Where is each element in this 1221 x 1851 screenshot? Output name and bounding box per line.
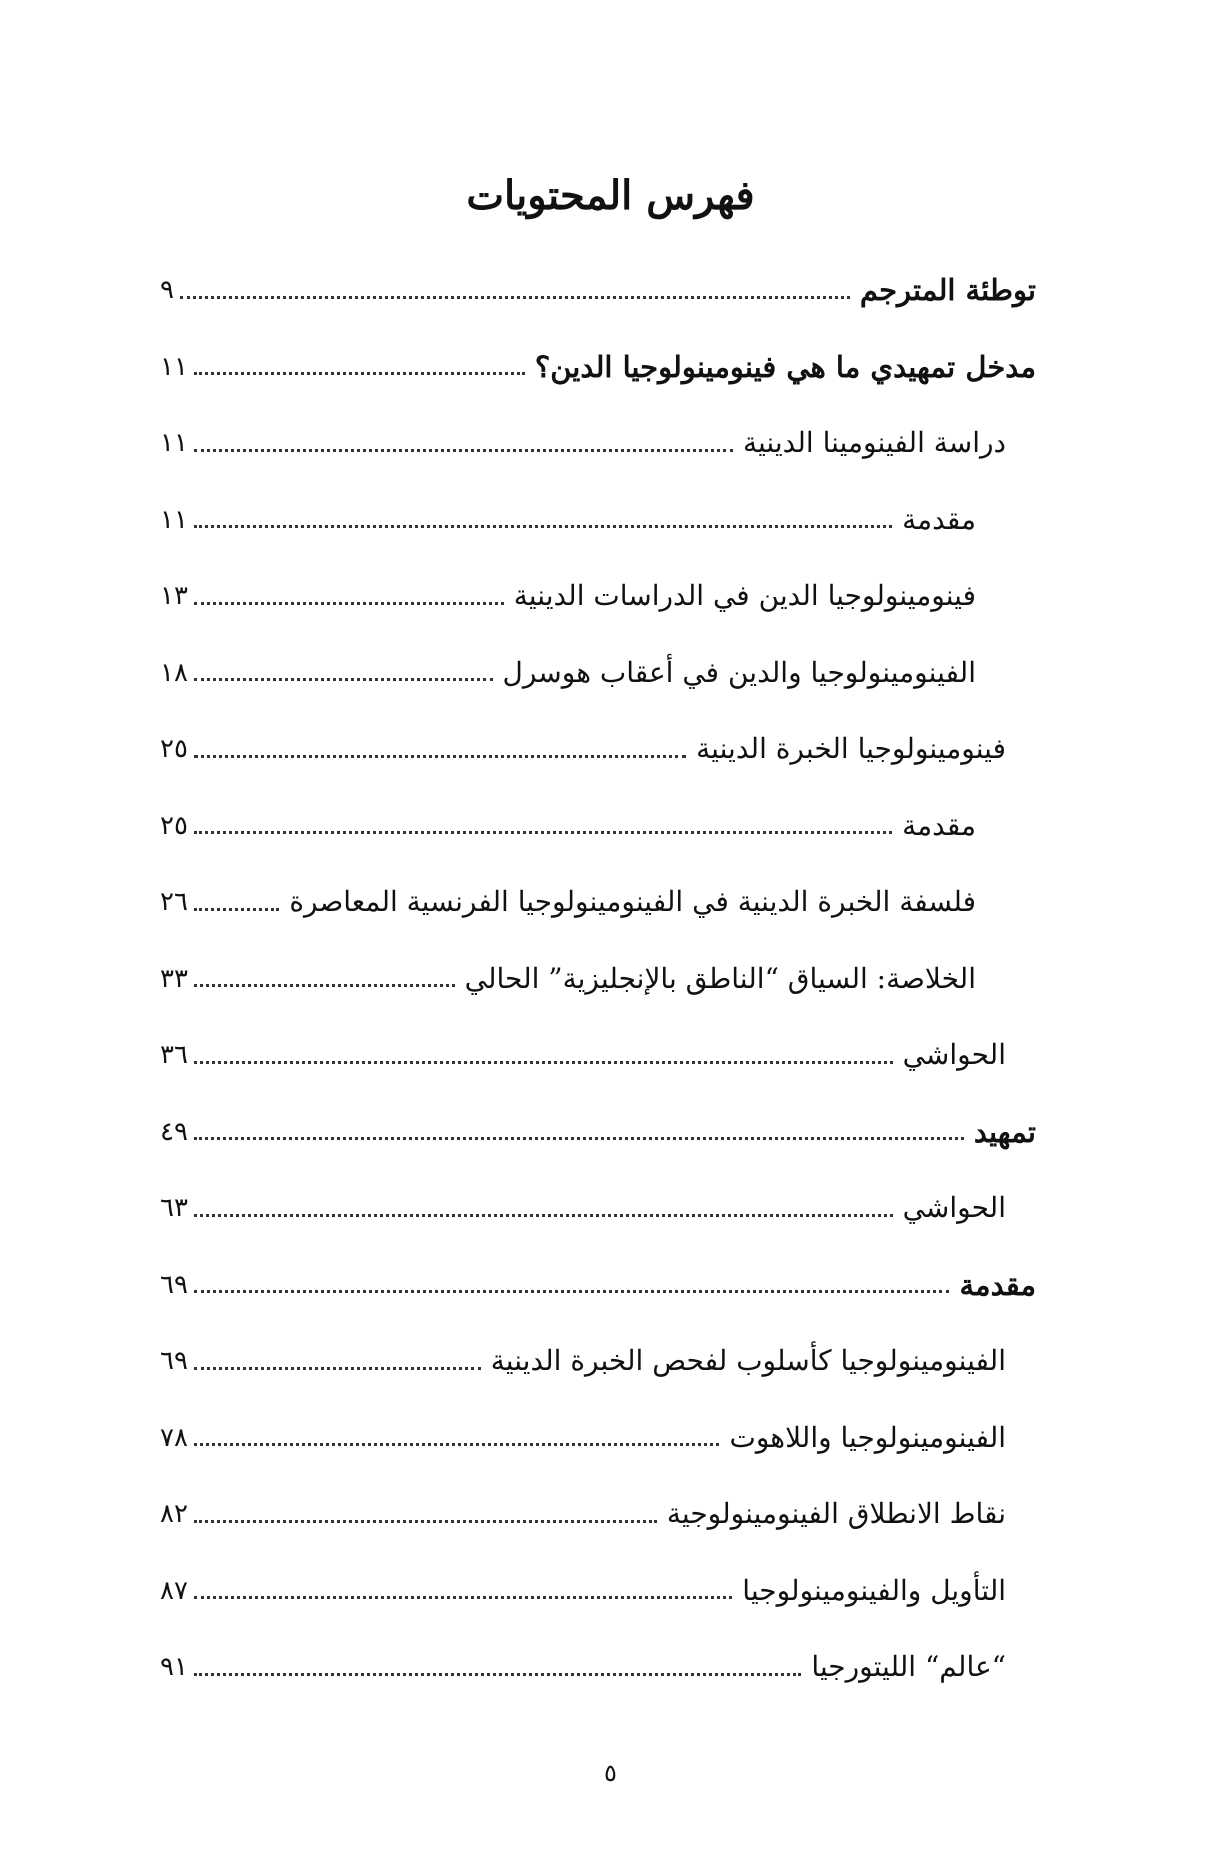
page-number: ٥ xyxy=(604,1759,617,1787)
toc-entry xyxy=(160,1017,1036,1094)
dot-leader xyxy=(194,755,686,758)
dot-leader xyxy=(194,908,279,911)
toc-entry-page: ٣٦ xyxy=(160,1040,188,1071)
dot-leader xyxy=(194,984,455,987)
toc-entry xyxy=(160,558,1036,635)
dot-leader xyxy=(194,831,892,834)
toc-entry xyxy=(160,1170,1036,1247)
toc-entry-page: ٤٩ xyxy=(160,1116,188,1147)
toc-entry-label: الحواشي xyxy=(902,1038,1006,1072)
toc-entry-page: ٦٣ xyxy=(160,1193,188,1224)
dot-leader xyxy=(194,372,525,375)
toc-entry-label: “عالم“ الليتورجيا xyxy=(811,1650,1006,1684)
toc-entry-label: التأويل والفينومينولوجيا xyxy=(742,1573,1006,1607)
toc-entry-page: ٢٥ xyxy=(160,734,188,765)
page-title: فهرس المحتويات xyxy=(466,172,755,219)
toc-entry-label: الحواشي xyxy=(902,1191,1006,1225)
toc-entry xyxy=(160,1476,1036,1553)
toc-entry-label: الفينومينولوجيا واللاهوت xyxy=(729,1420,1006,1454)
dot-leader xyxy=(194,1290,950,1293)
toc-entry-page: ٨٢ xyxy=(160,1499,188,1530)
toc-entry xyxy=(160,405,1036,482)
toc-entry-page: ٧٨ xyxy=(160,1422,188,1453)
toc-entry xyxy=(160,1400,1036,1477)
toc-entry xyxy=(160,711,1036,788)
toc-entry-label: الخلاصة: السياق “الناطق بالإنجليزية” الحالي xyxy=(464,961,976,995)
dot-leader xyxy=(180,296,850,299)
toc-entry-page: ١٣ xyxy=(160,581,188,612)
toc-entry xyxy=(160,1553,1036,1630)
dot-leader xyxy=(194,1596,732,1599)
toc-entry-page: ١١ xyxy=(160,428,188,459)
dot-leader xyxy=(194,449,733,452)
toc-entry xyxy=(160,941,1036,1018)
toc-entry-label: دراسة الفينومينا الدينية xyxy=(742,426,1006,460)
toc-entry xyxy=(160,788,1036,865)
dot-leader xyxy=(194,1214,893,1217)
toc-entry xyxy=(160,252,1036,329)
dot-leader xyxy=(194,1673,801,1676)
toc-entry-label: مدخل تمهيدي ما هي فينومينولوجيا الدين؟ xyxy=(534,349,1036,384)
toc-entry-page: ٦٩ xyxy=(160,1346,188,1377)
toc-entry-label: تمهيد xyxy=(973,1114,1036,1149)
toc-entry-page: ٦٩ xyxy=(160,1269,188,1300)
toc-entry-page: ٢٦ xyxy=(160,887,188,918)
toc-entry xyxy=(160,329,1036,406)
toc-entry xyxy=(160,1629,1036,1706)
toc-entry-label: الفينومينولوجيا كأسلوب لفحص الخبرة الدينية xyxy=(490,1344,1006,1378)
dot-leader xyxy=(194,678,493,681)
dot-leader xyxy=(194,525,892,528)
dot-leader xyxy=(194,1367,481,1370)
toc-entry-page: ٣٣ xyxy=(160,963,188,994)
toc-entry xyxy=(160,864,1036,941)
dot-leader xyxy=(194,1520,657,1523)
dot-leader xyxy=(194,1137,964,1140)
toc-entry-label: فينومينولوجيا الدين في الدراسات الدينية xyxy=(513,579,976,613)
dot-leader xyxy=(194,1061,893,1064)
toc-entry-label: مقدمة xyxy=(902,502,976,536)
toc-entry-page: ١٨ xyxy=(160,657,188,688)
toc-entry-page: ١١ xyxy=(160,351,188,382)
toc-entry-page: ٩ xyxy=(160,275,174,306)
toc-entry-label: توطئة المترجم xyxy=(859,273,1036,308)
toc-entry xyxy=(160,1094,1036,1171)
toc-entry xyxy=(160,1323,1036,1400)
toc-entry-page: ٨٧ xyxy=(160,1575,188,1606)
dot-leader xyxy=(194,1443,720,1446)
toc-entry-page: ١١ xyxy=(160,504,188,535)
toc-entry xyxy=(160,635,1036,712)
toc-entry-page: ٩١ xyxy=(160,1652,188,1683)
toc-entry-label: نقاط الانطلاق الفينومينولوجية xyxy=(666,1497,1006,1531)
toc-entry-label: الفينومينولوجيا والدين في أعقاب هوسرل xyxy=(502,655,976,689)
toc-entry-label: مقدمة xyxy=(902,808,976,842)
toc-entry xyxy=(160,482,1036,559)
toc-entry xyxy=(160,1247,1036,1324)
dot-leader xyxy=(194,602,504,605)
toc-entry-label: فينومينولوجيا الخبرة الدينية xyxy=(696,732,1006,766)
toc-entry-label: فلسفة الخبرة الدينية في الفينومينولوجيا الفرنسية المعاصرة xyxy=(289,885,976,919)
toc-entry-label: مقدمة xyxy=(959,1267,1036,1302)
table-of-contents xyxy=(160,252,1036,1706)
toc-entry-page: ٢٥ xyxy=(160,810,188,841)
